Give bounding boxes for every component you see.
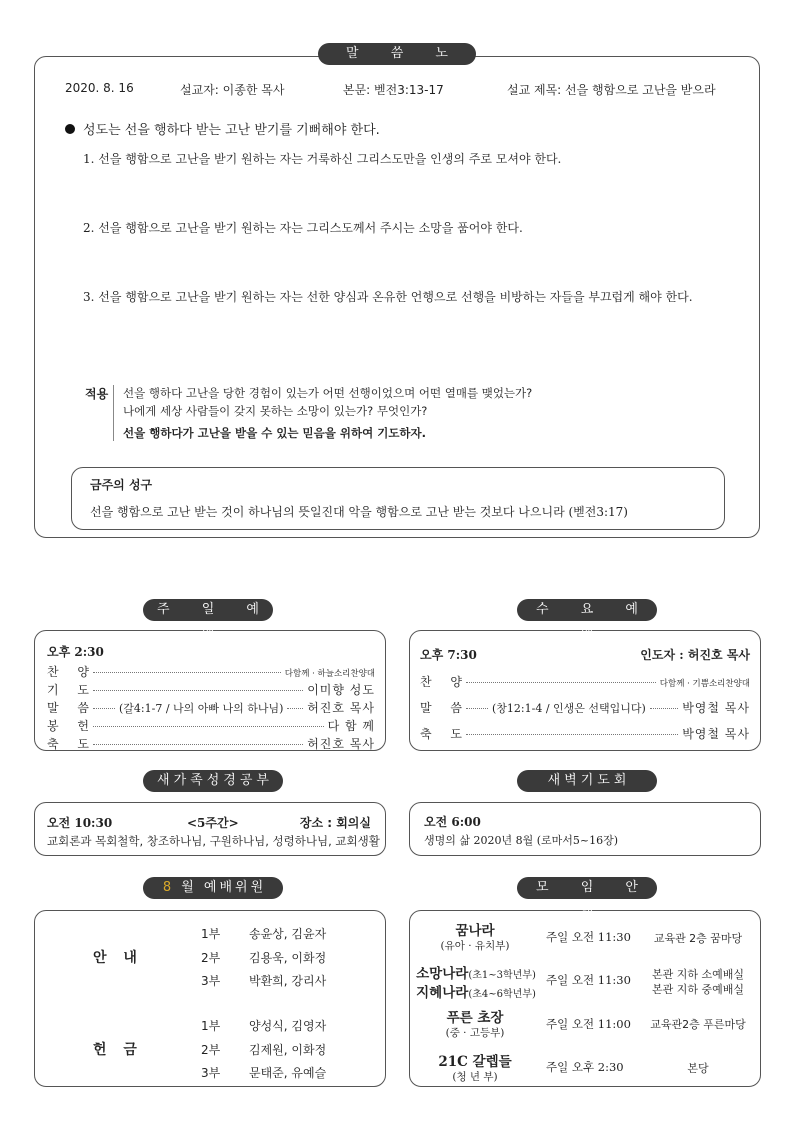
weekly-verse-title: 금주의 성구 [90, 478, 153, 492]
apply-line-3: 선을 행하다가 고난을 받을 수 있는 믿음을 위하여 기도하자. [123, 426, 427, 440]
wednesday-worship-time: 오후 7:30 [420, 648, 477, 662]
apply-label: 적용 [85, 387, 109, 401]
new-family-study-title: 새가족성경공부 [143, 770, 283, 792]
sermon-preacher: 설교자: 이종한 목사 [180, 83, 285, 97]
new-family-study-topics: 교회론과 목회철학, 창조하나님, 구원하나님, 성령하나님, 교회생활 [47, 834, 380, 848]
meeting-name: 꿈나라 [455, 923, 495, 939]
sermon-point-2: 2. 선을 행함으로 고난을 받기 원하는 자는 그리스도께서 주시는 소망을 품어야 한다. [83, 221, 523, 235]
dawn-prayer-desc: 생명의 삶 2020년 8월 (로마서5~16장) [424, 834, 619, 847]
committee-month: 8 [162, 880, 175, 895]
bullet-icon [65, 124, 75, 134]
meeting-place: 본관 지하 소예배실 [651, 968, 744, 981]
meeting-place: 교육관2층 푸른마당 [650, 1018, 746, 1031]
sermon-date: 2020. 8. 16 [65, 81, 134, 95]
committee-guide-label: 안 내 [93, 950, 143, 966]
wednesday-row-sermon: 말 씀 (창12:1-4 / 인생은 선택입니다) 박영철 목사 [420, 701, 750, 715]
new-family-study-box [34, 802, 386, 856]
sermon-note-box [34, 56, 760, 538]
meeting-place: 교육관 2층 꿈마당 [653, 932, 743, 945]
sunday-row-praise: 찬 양 다함께 · 하늘소리찬양대 [47, 665, 375, 679]
apply-divider [113, 385, 114, 441]
meeting-name: 푸른 초장 [446, 1010, 504, 1026]
sermon-note-title: 말 씀 노 트 [318, 43, 476, 65]
new-family-study-time: 오전 10:30 [47, 816, 113, 830]
new-family-study-place: 장소 : 회의실 [299, 816, 371, 830]
dawn-prayer-box [409, 802, 761, 856]
meeting-place: 본당 [687, 1062, 709, 1075]
sunday-row-benediction: 축 도 허진호 목사 [47, 737, 375, 751]
weekly-verse-text: 선을 행함으로 고난 받는 것이 하나님의 뜻일진대 악을 행함으로 고난 받는 것보다 나으니라 (벧전3:17) [90, 505, 628, 519]
committee-box [34, 910, 386, 1087]
sermon-passage: 본문: 벧전3:13-17 [343, 83, 444, 97]
committee-offering-names: 양성식, 김영자 [249, 1019, 327, 1033]
sermon-point-3: 3. 선을 행함으로 고난을 받기 원하는 자는 선한 양심과 온유한 언행으로 선행을 비방하는 자들을 부끄럽게 해야 한다. [83, 290, 693, 304]
meeting-place: 본관 지하 중예배실 [651, 983, 744, 996]
meeting-sub: (청 년 부) [452, 1071, 498, 1083]
meeting-name: 소망나라(초1~3학년부) [416, 966, 536, 982]
meeting-sub: (유아 · 유치부) [440, 940, 510, 952]
sunday-row-offering: 봉 헌 다 함 께 [47, 719, 375, 733]
sermon-point-1: 1. 선을 행함으로 고난을 받기 원하는 자는 거룩하신 그리스도만을 인생의 주로 모셔야 한다. [83, 152, 562, 166]
meeting-time: 주일 오후 2:30 [546, 1060, 624, 1074]
committee-offering-part: 1부 [201, 1019, 221, 1033]
committee-guide-part: 2부 [201, 951, 221, 965]
dawn-prayer-time: 오전 6:00 [424, 815, 481, 829]
meetings-title: 모 임 안 내 [517, 877, 657, 899]
meeting-sub: (중 · 고등부) [445, 1027, 505, 1039]
wednesday-worship-title: 수 요 예 배 [517, 599, 657, 621]
sermon-title: 설교 제목: 선을 행함으로 고난을 받으라 [507, 83, 716, 97]
apply-line-2: 나에게 세상 사람들이 갖지 못하는 소망이 있는가? 무엇인가? [123, 404, 428, 418]
meetings-box [409, 910, 761, 1087]
committee-guide-names: 박환희, 강리사 [249, 974, 327, 988]
committee-title [143, 877, 283, 899]
new-family-study-weeks: <5주간> [187, 816, 239, 830]
dawn-prayer-title: 새벽기도회 [517, 770, 657, 792]
committee-guide-part: 1부 [201, 927, 221, 941]
sermon-heading-text: 성도는 선을 행하다 받는 고난 받기를 기뻐해야 한다. [83, 123, 380, 138]
meeting-time: 주일 오전 11:00 [546, 1017, 631, 1031]
meeting-time: 주일 오전 11:30 [546, 973, 631, 987]
meeting-name: 지혜나라(초4~6학년부) [416, 985, 536, 1001]
sermon-heading [65, 119, 380, 138]
wednesday-leader: 인도자 : 허진호 목사 [640, 648, 750, 662]
committee-offering-part: 3부 [201, 1066, 221, 1080]
meeting-name: 21C 갈렙들 [438, 1054, 512, 1070]
committee-offering-names: 문태준, 유예슬 [249, 1066, 327, 1080]
wednesday-row-benediction: 축 도 박영철 목사 [420, 727, 750, 741]
committee-offering-label: 헌 금 [93, 1042, 143, 1058]
committee-guide-names: 김용욱, 이화정 [249, 951, 327, 965]
meeting-time: 주일 오전 11:30 [546, 930, 631, 944]
sunday-worship-title: 주 일 예 배 [143, 599, 273, 621]
sunday-row-sermon: 말 씀 (갈4:1-7 / 나의 아빠 나의 하나님) 허진호 목사 [47, 701, 375, 715]
committee-guide-part: 3부 [201, 974, 221, 988]
sunday-worship-time: 오후 2:30 [47, 645, 104, 659]
weekly-verse-box [71, 467, 725, 530]
committee-offering-part: 2부 [201, 1043, 221, 1057]
committee-guide-names: 송윤상, 김윤자 [249, 927, 327, 941]
apply-line-1: 선을 행하다 고난을 당한 경험이 있는가 어떤 선행이었으며 어떤 열매를 맺었는가? [123, 386, 533, 400]
committee-title-text: 월 예배위원 [181, 880, 267, 895]
sunday-worship-box [34, 630, 386, 751]
wednesday-row-praise: 찬 양 다함께 · 기쁨소리찬양대 [420, 675, 750, 689]
sunday-row-prayer: 기 도 이미향 성도 [47, 683, 375, 697]
committee-offering-names: 김제원, 이화정 [249, 1043, 327, 1057]
wednesday-worship-box [409, 630, 761, 751]
